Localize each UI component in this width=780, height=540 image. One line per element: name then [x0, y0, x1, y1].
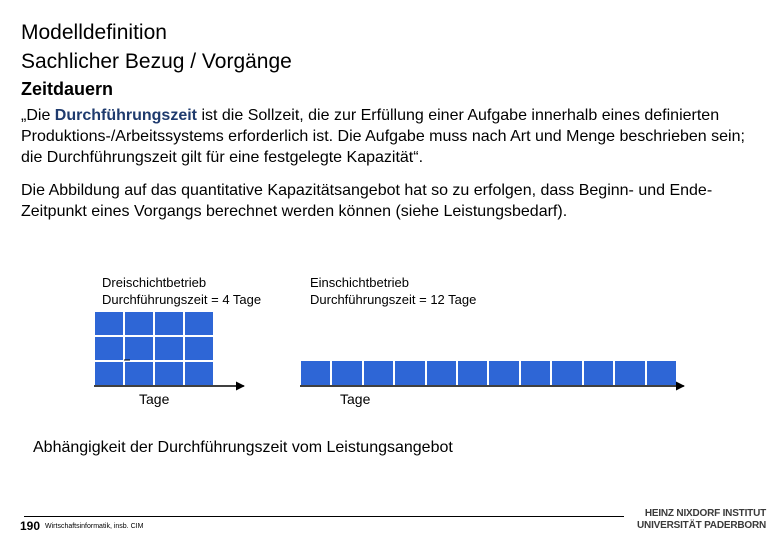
- slide-subtitle: Sachlicher Bezug / Vorgänge: [21, 50, 292, 73]
- section-heading: Zeitdauern: [21, 79, 114, 99]
- mapping-paragraph: Die Abbildung auf das quantitative Kapazitätsangebot hat so zu erfolgen, dass Beginn- und Ende-Zeitpunkt eines Vorgangs berechnet werden können (siehe Leistungsbedarf).: [21, 182, 713, 220]
- page-number: 190: [20, 519, 41, 533]
- footer-divider: [24, 516, 624, 517]
- right-figure-label-shift: Einschichtbetrieb: [310, 275, 409, 290]
- left-figure-label-duration: Durchführungszeit = 4 Tage: [102, 292, 262, 307]
- footer-course: Wirtschaftsinformatik, insb. CIM: [45, 523, 144, 530]
- highlighted-term: Durchführungszeit: [54, 107, 197, 124]
- definition-quote-start: „Die: [21, 107, 55, 124]
- right-axis-label: Tage: [340, 391, 371, 407]
- figure-caption: Abhängigkeit der Durchführungszeit vom Leistungsangebot: [33, 439, 453, 456]
- left-figure-label-shift: Dreischichtbetrieb: [102, 275, 207, 290]
- logo-line-institute: HEINZ NIXDORF INSTITUT: [644, 508, 766, 519]
- slide-title: Modelldefinition: [21, 21, 167, 44]
- institute-logo: [626, 508, 766, 532]
- logo-line-university: UNIVERSITÄT PADERBORN: [637, 520, 766, 531]
- right-figure-label-duration: Durchführungszeit = 12 Tage: [310, 292, 477, 307]
- left-axis-label: Tage: [139, 391, 170, 407]
- definition-text: ist die Sollzeit, die zur Erfüllung einer Aufgabe innerhalb eines definierten Produktions-/Arbeitssystems erforderlich ist. Die Aufgabe muss nach Art und Menge beschrieben sein; die Durchführungszeit gilt für eine festgelegte Kapazität“.: [21, 107, 745, 166]
